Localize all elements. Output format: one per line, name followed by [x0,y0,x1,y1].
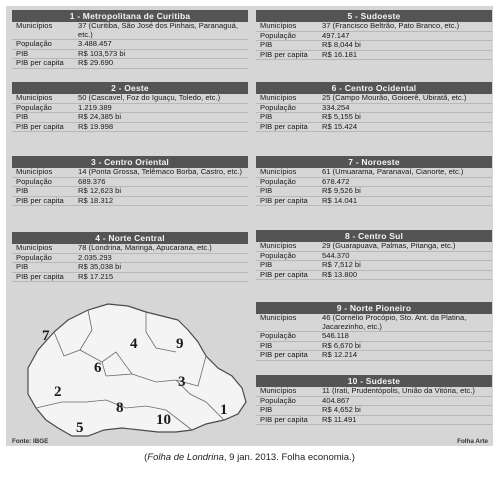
source-note: Fonte: IBGE [12,438,49,445]
region-title: 1 - Metropolitana de Curitiba [12,10,248,22]
map-label-4: 4 [130,336,138,352]
map-label-2: 2 [54,384,62,400]
region-card [256,302,492,361]
pib-label: PIB [260,340,273,350]
pib-value: R$ 103,573 bi [78,48,126,58]
pib-per-capita-label: PIB per capita [260,121,308,131]
municipios-value: 25 (Campo Mourão, Goioerê, Ubiratã, etc.) [322,93,467,102]
region-card [256,230,492,280]
pib-per-capita-value: R$ 14.041 [322,195,358,205]
pib-per-capita-label: PIB per capita [16,195,64,205]
populacao-value: 689.376 [78,176,106,186]
municipios-label: Municípios [260,386,297,395]
pib-value: R$ 6,670 bi [322,340,361,350]
pib-per-capita-value: R$ 15.424 [322,121,358,131]
map-label-10: 10 [156,412,171,428]
populacao-label: População [260,250,296,260]
municipios-value: 14 (Ponta Grossa, Telêmaco Borba, Castro, etc.) [78,167,243,176]
pib-per-capita-value: R$ 17.215 [78,271,114,281]
region-title: 4 - Norte Central [12,232,248,244]
pib-per-capita-label: PIB per capita [260,350,308,360]
municipios-value: 50 (Cascavel, Foz do Iguaçu, Toledo, etc.) [78,93,221,102]
populacao-value: 1.219.389 [78,102,112,112]
map-shape [6,290,261,446]
infographic-panel [6,6,493,446]
pib-label: PIB [16,262,29,272]
municipios-label: Municípios [260,313,297,322]
municipios-value: 37 (Curitiba, São José dos Pinhais, Paranaguá, etc.) [78,21,238,39]
populacao-value: 546.118 [322,331,349,341]
caption-rest: , 9 jan. 2013. Folha economia. [223,452,352,463]
region-card [12,232,248,282]
pib-label: PIB [260,186,273,196]
populacao-label: População [260,102,296,112]
municipios-value: 37 (Francisco Beltrão, Pato Branco, etc.) [322,21,460,30]
pib-value: R$ 24,385 bi [78,112,122,122]
populacao-label: População [260,176,296,186]
pib-per-capita-value: R$ 11.491 [322,414,357,424]
municipios-label: Municípios [16,243,53,252]
map-label-6: 6 [94,360,102,376]
municipios-label: Municípios [260,21,297,30]
art-credit: Folha Arte [457,438,488,445]
pib-label: PIB [16,48,29,58]
pib-per-capita-value: R$ 12.214 [322,350,358,360]
region-title: 2 - Oeste [12,82,248,94]
region-card [256,375,492,425]
municipios-value: 46 (Cornélio Procópio, Sto. Ant. da Platina, Jacarezinho, etc.) [322,313,467,331]
pib-per-capita-value: R$ 16.181 [322,49,358,59]
populacao-value: 544.370 [322,250,350,260]
pib-per-capita-value: R$ 19.998 [78,121,114,131]
pib-label: PIB [260,112,273,122]
pib-label: PIB [260,40,273,50]
pib-label: PIB [260,405,273,415]
pib-value: R$ 35,038 bi [78,262,122,272]
region-card [12,82,248,132]
pib-per-capita-label: PIB per capita [260,414,308,424]
region-card [256,10,492,60]
municipios-label: Municípios [260,167,297,176]
map-label-8: 8 [116,400,124,416]
map-label-7: 7 [42,328,50,344]
pib-label: PIB [16,112,29,122]
map-label-9: 9 [176,336,184,352]
pib-per-capita-label: PIB per capita [16,271,64,281]
municipios-label: Municípios [16,167,53,176]
municipios-label: Municípios [260,93,297,102]
pib-label: PIB [260,260,273,270]
populacao-value: 2.035.293 [78,252,112,262]
parana-map [6,290,261,446]
map-label-3: 3 [178,374,186,390]
caption: (Folha de Londrina, 9 jan. 2013. Folha economia.) [144,452,355,463]
pib-label: PIB [16,186,29,196]
municipios-value: 78 (Londrina, Maringá, Apucarana, etc.) [78,243,212,252]
region-title: 7 - Noroeste [256,156,492,168]
municipios-label: Municípios [260,241,297,250]
municipios-value: 11 (Irati, Prudentópolis, União da Vitória, etc.) [322,386,475,395]
pib-value: R$ 4,652 bi [322,405,361,415]
populacao-label: População [16,252,52,262]
pib-value: R$ 12,623 bi [78,186,122,196]
pib-value: R$ 7,512 bi [322,260,361,270]
pib-value: R$ 9,526 bi [322,186,361,196]
pib-per-capita-value: R$ 29.690 [78,58,114,68]
populacao-value: 678.472 [322,176,350,186]
caption-publication: Folha de Londrina [147,452,224,463]
region-card [12,156,248,206]
region-title: 9 - Norte Pioneiro [256,302,492,314]
populacao-value: 334.254 [322,102,350,112]
pib-per-capita-label: PIB per capita [16,58,64,68]
map-outline [28,304,246,436]
region-title: 6 - Centro Ocidental [256,82,492,94]
region-card [12,10,248,69]
municipios-value: 61 (Umuarama, Paranavaí, Cianorte, etc.) [322,167,464,176]
region-title: 5 - Sudoeste [256,10,492,22]
populacao-label: População [16,102,52,112]
populacao-label: População [16,39,52,49]
map-label-1: 1 [220,402,228,418]
pib-per-capita-value: R$ 18.312 [78,195,114,205]
region-title: 3 - Centro Oriental [12,156,248,168]
pib-per-capita-value: R$ 13.800 [322,269,358,279]
region-title: 10 - Sudeste [256,375,492,387]
pib-per-capita-label: PIB per capita [260,269,308,279]
municipios-label: Municípios [16,93,53,102]
pib-per-capita-label: PIB per capita [260,49,308,59]
populacao-value: 3.488.457 [78,39,112,49]
populacao-label: População [260,395,296,405]
municipios-label: Municípios [16,21,53,30]
populacao-value: 404.867 [322,395,350,405]
pib-value: R$ 5,155 bi [322,112,361,122]
region-title: 8 - Centro Sul [256,230,492,242]
populacao-label: População [16,176,52,186]
map-label-5: 5 [76,420,84,436]
populacao-label: População [260,30,296,40]
pib-per-capita-label: PIB per capita [16,121,64,131]
populacao-value: 497.147 [322,30,350,40]
pib-value: R$ 8,044 bi [322,40,361,50]
pib-per-capita-label: PIB per capita [260,195,308,205]
region-card [256,156,492,206]
region-card [256,82,492,132]
municipios-value: 29 (Guarapuava, Palmas, Pitanga, etc.) [322,241,456,250]
populacao-label: População [260,331,296,341]
